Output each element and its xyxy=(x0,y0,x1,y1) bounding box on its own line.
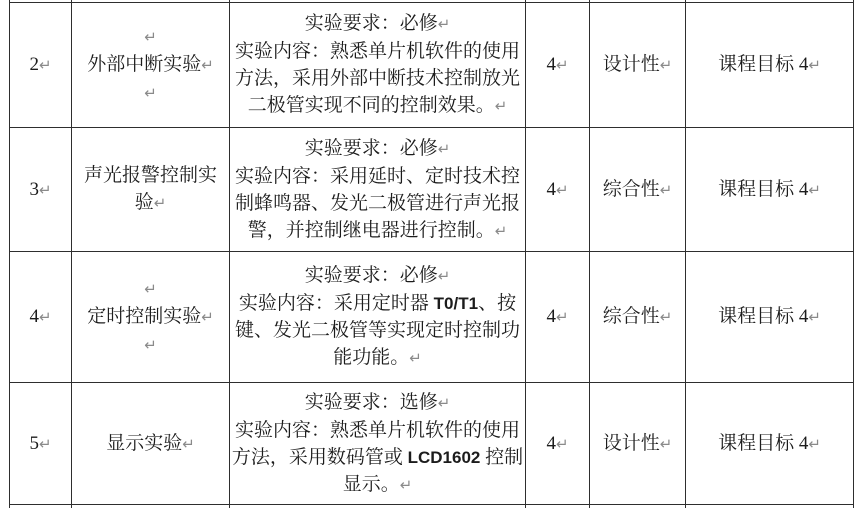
clipped-cell xyxy=(72,505,230,509)
paragraph-mark: ↵ xyxy=(437,139,451,158)
paragraph-mark: ↵ xyxy=(555,308,569,326)
table-row xyxy=(10,3,854,128)
paragraph-mark: ↵ xyxy=(808,180,821,199)
paragraph-mark: ↵ xyxy=(555,434,569,453)
paragraph-mark: ↵ xyxy=(182,434,195,453)
cell-experiment-name: ↵ 定时控制实验↵ ↵ xyxy=(72,252,230,383)
clipped-cell xyxy=(230,505,526,509)
paragraph-mark: ↵ xyxy=(808,434,821,453)
cell-row-number: 4↵ xyxy=(10,252,72,383)
paragraph-mark: ↵ xyxy=(437,267,451,285)
experiment-table xyxy=(9,0,854,508)
cell-hours: 4↵ xyxy=(526,128,590,252)
paragraph-mark: ↵ xyxy=(659,56,673,74)
paragraph-mark: ↵ xyxy=(494,97,508,115)
paragraph-mark: ↵ xyxy=(38,434,52,453)
clipped-cell xyxy=(590,505,686,509)
clipped-row-below xyxy=(10,505,854,509)
paragraph-mark: ↵ xyxy=(808,308,821,326)
cell-experiment-content: 实验要求：必修↵ 实验内容：采用延时、定时技术控 制蜂鸣器、发光二极管进行声光报 警，并控制继电器进行控制。↵ xyxy=(230,128,526,252)
cell-course-objective: 课程目标 4↵ xyxy=(686,383,854,505)
clipped-cell xyxy=(10,505,72,509)
paragraph-mark: ↵ xyxy=(437,393,451,412)
cell-experiment-name: 声光报警控制实 验↵ xyxy=(72,128,230,252)
paragraph-mark: ↵ xyxy=(555,180,569,199)
cell-course-objective: 课程目标 4↵ xyxy=(686,3,854,128)
paragraph-mark: ↵ xyxy=(555,56,569,74)
paragraph-mark: ↵ xyxy=(144,280,157,298)
table-row xyxy=(10,252,854,383)
cell-course-objective: 课程目标 4↵ xyxy=(686,128,854,252)
cell-experiment-type: 综合性↵ xyxy=(590,252,686,383)
cell-experiment-type: 综合性↵ xyxy=(590,128,686,252)
paragraph-mark: ↵ xyxy=(437,15,451,33)
cell-hours: 4↵ xyxy=(526,3,590,128)
cell-experiment-type: 设计性↵ xyxy=(590,3,686,128)
cell-row-number: 5↵ xyxy=(10,383,72,505)
cell-row-number: 2↵ xyxy=(10,3,72,128)
paragraph-mark: ↵ xyxy=(659,180,673,199)
paragraph-mark: ↵ xyxy=(659,308,673,326)
cell-course-objective: 课程目标 4↵ xyxy=(686,252,854,383)
paragraph-mark: ↵ xyxy=(399,475,413,494)
cell-experiment-type: 设计性↵ xyxy=(590,383,686,505)
paragraph-mark: ↵ xyxy=(38,308,52,326)
cell-experiment-name: ↵ 外部中断实验↵ ↵ xyxy=(72,3,230,128)
paragraph-mark: ↵ xyxy=(38,180,52,199)
cell-experiment-name: 显示实验↵ xyxy=(72,383,230,505)
paragraph-mark: ↵ xyxy=(201,308,214,326)
paragraph-mark: ↵ xyxy=(494,221,508,240)
cell-experiment-content: 实验要求：必修↵ 实验内容：熟悉单片机软件的使用 方法，采用外部中断技术控制放光 二极管实现不同的控制效果。↵ xyxy=(230,3,526,128)
paragraph-mark: ↵ xyxy=(144,28,157,46)
paragraph-mark: ↵ xyxy=(153,194,167,212)
paragraph-mark: ↵ xyxy=(409,349,422,367)
paragraph-mark: ↵ xyxy=(144,84,157,102)
table-row xyxy=(10,383,854,505)
cell-experiment-content: 实验要求：选修↵ 实验内容：熟悉单片机软件的使用 方法，采用数码管或 LCD1602 控制 显示。↵ xyxy=(230,383,526,505)
cell-experiment-content: 实验要求：必修↵ 实验内容：采用定时器 T0/T1、按 键、发光二极管等实现定时控制功 能功能。↵ xyxy=(230,252,526,383)
paragraph-mark: ↵ xyxy=(201,56,214,74)
paragraph-mark: ↵ xyxy=(659,434,673,453)
cell-hours: 4↵ xyxy=(526,383,590,505)
clipped-cell xyxy=(686,505,854,509)
paragraph-mark: ↵ xyxy=(38,56,52,74)
cell-hours: 4↵ xyxy=(526,252,590,383)
table-row xyxy=(10,128,854,252)
clipped-cell xyxy=(526,505,590,509)
paragraph-mark: ↵ xyxy=(808,56,821,74)
cell-row-number: 3↵ xyxy=(10,128,72,252)
paragraph-mark: ↵ xyxy=(144,336,157,354)
